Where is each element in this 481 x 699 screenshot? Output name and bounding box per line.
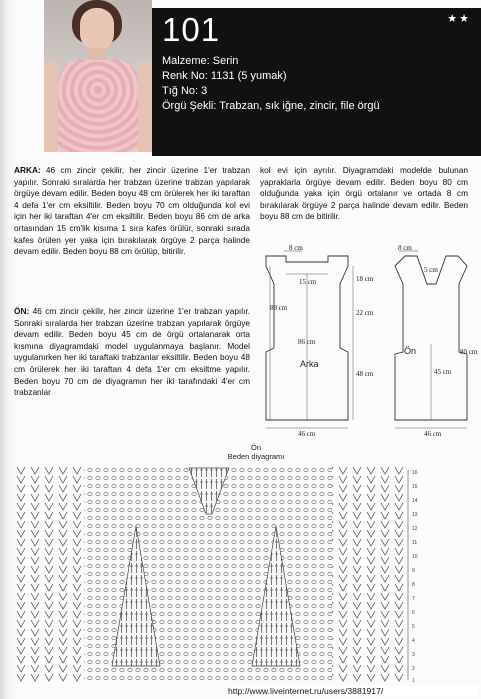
svg-text:2: 2 [412, 666, 415, 672]
pattern-header [152, 8, 481, 156]
difficulty-stars: ★★ [447, 13, 471, 25]
color-line: Renk No: 1131 (5 yumak) [162, 70, 287, 82]
model-knit-top [58, 60, 138, 152]
on-top-width: 8 cm [398, 244, 412, 252]
diagram-subtitle: Beden diyagramı [227, 452, 285, 461]
arka-bottom-width: 46 cm [298, 430, 316, 438]
stitch-line: Örgü Şekli: Trabzan, sık iğne, zincir, file örgü [162, 100, 380, 112]
on-paragraph [14, 306, 250, 442]
on-inner-length: 45 cm [434, 368, 452, 376]
on-bottom-width: 46 cm [424, 430, 442, 438]
svg-text:9: 9 [412, 568, 415, 574]
left-trabzan-column [14, 466, 84, 682]
svg-text:10: 10 [412, 554, 418, 560]
on-neck-width: 5 cm [424, 266, 438, 274]
pattern-number: 101 [162, 11, 221, 48]
svg-text:15: 15 [412, 484, 418, 490]
svg-text:5: 5 [412, 624, 415, 630]
arka-total-length: 88 cm [270, 304, 288, 312]
arka-armhole-depth: 18 cm [356, 275, 374, 283]
model-face [80, 8, 114, 50]
svg-text:11: 11 [412, 540, 418, 546]
arka-center-length: 86 cm [298, 338, 316, 346]
svg-text:16: 16 [412, 470, 418, 476]
model-arm-right [138, 62, 152, 152]
arka-side-length: 22 cm [356, 309, 374, 317]
diagram-title: Ön [250, 443, 261, 452]
stitch-diagram [14, 466, 466, 686]
svg-text:7: 7 [412, 596, 415, 602]
arka-hip-length: 48 cm [356, 370, 374, 378]
model-arm-left [44, 62, 58, 152]
svg-text:12: 12 [412, 526, 418, 532]
arka-top-width: 8 cm [289, 244, 303, 252]
on-heading: ÖN: [14, 306, 30, 316]
on-text: 46 cm zincir çekilir, her zincir üzerine 1'er trabzan yapılır. Sonraki sıralarda her trabzan üzerine trabzan yapılarak örgüye devam edilir. Beden boyu 45 cm de örgü ortalanarak orta kısmına diyagramdaki model uygulanmaya başlanır. Model uygulanırken her iki taraftaki trabzanlar eksiltilir. Beden boyu 48 cm örülerek her iki taraftan 4 defa 1'er cm eksiltme yapılır. Beden boyu 70 cm de diyagramın her iki tarafındaki 4'er cm trabzanlar [14, 306, 250, 398]
svg-text:14: 14 [412, 498, 418, 504]
model-photo [44, 0, 152, 152]
hook-line: Tığ No: 3 [162, 85, 208, 97]
svg-text:3: 3 [412, 652, 415, 658]
on-side-length: 80 cm [460, 348, 478, 356]
arka-text: 46 cm zincir çekilir, her zincir üzerine 1'er trabzan yapılır. Sonraki sıralarda her trabzan üzerine trabzan yapılarak örgüye devam edilir. Beden boyu 48 cm örülerek her iki taraftan 4 defa 1'er cm eksiltilir. Beden boyu 70 cm olduğunda kol evi için her iki taraftan 4'er cm eksiltilir. Beden boyu 86 cm de arka ortasından 15 cm'lik kısıma 1 sıra kafes örülür, sonraki sırada kafes örülen yer yaka için bırakılarak örgüye 2 parça halinde devam edilir. Beden boyu 88 cm örülüp, bitirilir. [14, 165, 250, 257]
on-label: Ön [404, 346, 417, 356]
arka-paragraph [14, 165, 250, 300]
right-trabzan-column [332, 466, 404, 682]
svg-text:4: 4 [412, 638, 415, 644]
svg-text:13: 13 [412, 512, 418, 518]
right-column-text: kol evi için ayrılır. Diyagramdaki modelde bulunan yapraklarla örgüye devam edilir. Beden boyu 80 cm olduğunda yaka için örgü ortalanır ve ortada 8 cm bırakılarak örgüye 2 parça halinde devam edilir. Beden boyu 88 cm de bitirilir. [260, 165, 468, 222]
material-line: Malzeme: Serin [162, 55, 239, 67]
arka-label: Arka [300, 359, 319, 369]
svg-text:8: 8 [412, 582, 415, 588]
size-schematics [258, 244, 480, 449]
arka-heading: ARKA: [14, 165, 41, 175]
svg-text:1: 1 [412, 678, 415, 684]
svg-text:6: 6 [412, 610, 415, 616]
source-url: http://www.liveinternet.ru/users/3881917/ [228, 686, 478, 697]
arka-neck-width: 15 cm [299, 278, 317, 286]
